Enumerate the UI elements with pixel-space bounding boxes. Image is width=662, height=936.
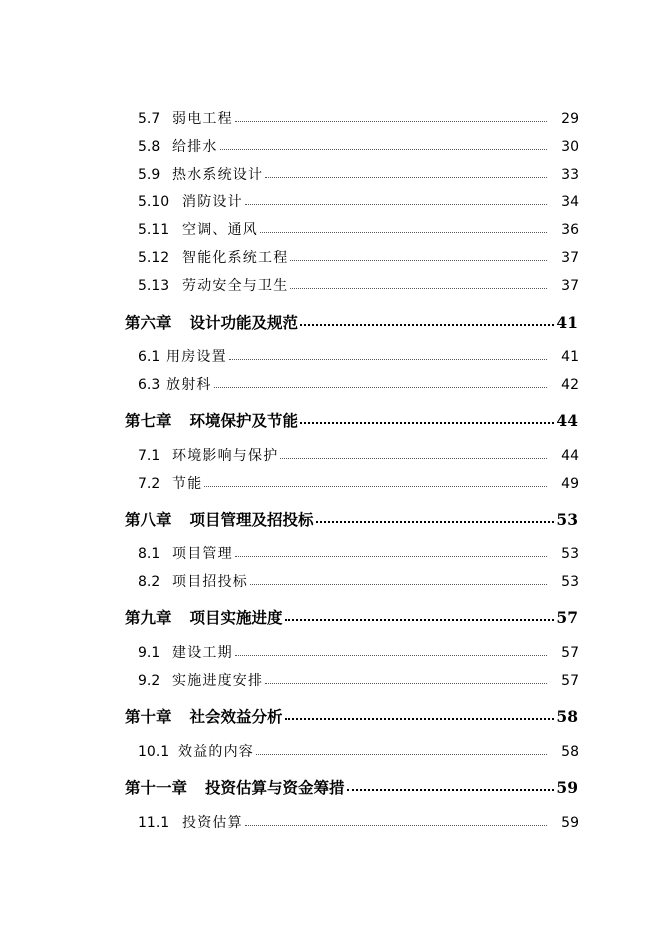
toc-entry-number: 11.1: [138, 815, 170, 831]
toc-chapter-8[interactable]: [125, 508, 578, 530]
dot-leader: [280, 457, 547, 459]
toc-entry-title: 弱电工程: [172, 111, 233, 127]
toc-chapter-11[interactable]: [125, 776, 578, 798]
toc-entry-number: 5.13: [138, 278, 170, 294]
dot-leader: [245, 824, 547, 826]
toc-entry-7-1[interactable]: [138, 445, 579, 465]
toc-chapter-page: 58: [556, 707, 578, 726]
toc-entry-title: 项目管理: [172, 546, 233, 562]
dot-leader: [245, 203, 547, 205]
toc-chapter-number: 第十章: [125, 707, 172, 726]
toc-entry-page: 57: [561, 645, 579, 661]
toc-entry-title: 实施进度安排: [172, 673, 264, 689]
toc-chapter-title: 环境保护及节能: [189, 411, 299, 430]
toc-chapter-page: 41: [556, 313, 578, 332]
toc-chapter-7[interactable]: [125, 409, 578, 431]
toc-chapter-10[interactable]: [125, 705, 578, 727]
toc-entry-number: 5.10: [138, 194, 170, 210]
toc-chapter-title: 项目管理及招投标: [189, 510, 314, 529]
toc-chapter-page: 44: [556, 411, 578, 430]
toc-entry-number: 7.1: [138, 448, 161, 464]
toc-entry-title: 智能化系统工程: [182, 250, 289, 266]
dot-leader: [290, 287, 547, 289]
toc-entry-7-2[interactable]: [138, 473, 579, 493]
dot-leader: [285, 618, 555, 621]
toc-chapter-title: 社会效益分析: [189, 707, 283, 726]
toc-chapter-title: 设计功能及规范: [189, 313, 299, 332]
toc-entry-title: 给排水: [172, 139, 218, 155]
toc-entry-title: 消防设计: [182, 194, 243, 210]
toc-entry-page: 58: [561, 744, 579, 760]
toc-chapter-page: 57: [556, 608, 578, 627]
toc-entry-page: 53: [561, 574, 579, 590]
toc-entry-page: 33: [561, 167, 579, 183]
toc-entry-5-8[interactable]: [138, 136, 579, 156]
toc-entry-page: 29: [561, 111, 579, 127]
toc-entry-number: 9.1: [138, 645, 161, 661]
toc-entry-title: 空调、通风: [182, 222, 258, 238]
toc-entry-title: 劳动安全与卫生: [182, 278, 289, 294]
toc-entry-5-12[interactable]: [138, 247, 579, 267]
toc-entry-8-1[interactable]: [138, 543, 579, 563]
toc-entry-number: 6.1: [138, 349, 161, 365]
dot-leader: [300, 323, 554, 326]
dot-leader: [229, 358, 547, 360]
toc-entry-number: 6.3: [138, 377, 161, 393]
dot-leader: [290, 259, 547, 261]
toc-entry-8-2[interactable]: [138, 571, 579, 591]
toc-entry-title: 环境影响与保护: [172, 448, 279, 464]
dot-leader: [235, 654, 547, 656]
toc-entry-page: 37: [561, 250, 579, 266]
dot-leader: [235, 555, 547, 557]
toc-entry-page: 42: [561, 377, 579, 393]
toc-entry-number: 5.9: [138, 167, 161, 183]
toc-chapter-title: 项目实施进度: [189, 608, 283, 627]
toc-entry-page: 37: [561, 278, 579, 294]
toc-entry-title: 效益的内容: [178, 744, 254, 760]
toc-entry-10-1[interactable]: [138, 741, 579, 761]
toc-entry-9-2[interactable]: [138, 670, 579, 690]
dot-leader: [300, 421, 554, 424]
toc-entry-page: 44: [561, 448, 579, 464]
toc-entry-number: 5.11: [138, 222, 170, 238]
toc-entry-page: 30: [561, 139, 579, 155]
toc-entry-number: 8.2: [138, 574, 161, 590]
toc-chapter-number: 第七章: [125, 411, 172, 430]
toc-entry-5-13[interactable]: [138, 275, 579, 295]
toc-entry-title: 节能: [172, 476, 203, 492]
dot-leader: [285, 717, 555, 720]
toc-entry-number: 5.7: [138, 111, 161, 127]
toc-entry-page: 57: [561, 673, 579, 689]
dot-leader: [235, 120, 547, 122]
toc-entry-number: 7.2: [138, 476, 161, 492]
toc-entry-5-11[interactable]: [138, 219, 579, 239]
toc-chapter-page: 53: [556, 510, 578, 529]
toc-entry-number: 5.12: [138, 250, 170, 266]
toc-chapter-page: 59: [556, 778, 578, 797]
toc-entry-6-3[interactable]: [138, 374, 579, 394]
dot-leader: [265, 682, 547, 684]
toc-chapter-number: 第九章: [125, 608, 172, 627]
toc-chapter-number: 第八章: [125, 510, 172, 529]
toc-entry-page: 59: [561, 815, 579, 831]
toc-entry-5-10[interactable]: [138, 191, 579, 211]
toc-entry-page: 41: [561, 349, 579, 365]
toc-entry-number: 8.1: [138, 546, 161, 562]
toc-chapter-number: 第六章: [125, 313, 172, 332]
dot-leader: [220, 148, 547, 150]
dot-leader: [204, 485, 547, 487]
toc-entry-page: 49: [561, 476, 579, 492]
toc-entry-page: 36: [561, 222, 579, 238]
dot-leader: [250, 583, 547, 585]
toc-entry-title: 放射科: [166, 377, 212, 393]
toc-entry-number: 9.2: [138, 673, 161, 689]
dot-leader: [260, 231, 547, 233]
toc-chapter-number: 第十一章: [125, 778, 188, 797]
toc-chapter-title: 投资估算与资金筹措: [205, 778, 345, 797]
toc-entry-number: 10.1: [138, 744, 170, 760]
toc-entry-11-1[interactable]: [138, 812, 579, 832]
toc-entry-page: 34: [561, 194, 579, 210]
toc-entry-9-1[interactable]: [138, 642, 579, 662]
toc-entry-title: 热水系统设计: [172, 167, 264, 183]
toc-entry-5-9[interactable]: [138, 164, 579, 184]
toc-chapter-9[interactable]: [125, 606, 578, 628]
toc-chapter-6[interactable]: [125, 311, 578, 333]
toc-entry-6-1[interactable]: [138, 346, 579, 366]
dot-leader: [316, 520, 555, 523]
toc-entry-title: 项目招投标: [172, 574, 248, 590]
dot-leader: [256, 753, 547, 755]
toc-entry-title: 用房设置: [166, 349, 227, 365]
toc-entry-page: 53: [561, 546, 579, 562]
toc-entry-number: 5.8: [138, 139, 161, 155]
dot-leader: [214, 386, 547, 388]
toc-entry-5-7[interactable]: [138, 108, 579, 128]
toc-entry-title: 建设工期: [172, 645, 233, 661]
dot-leader: [265, 176, 547, 178]
dot-leader: [347, 788, 555, 791]
toc-entry-title: 投资估算: [182, 815, 243, 831]
